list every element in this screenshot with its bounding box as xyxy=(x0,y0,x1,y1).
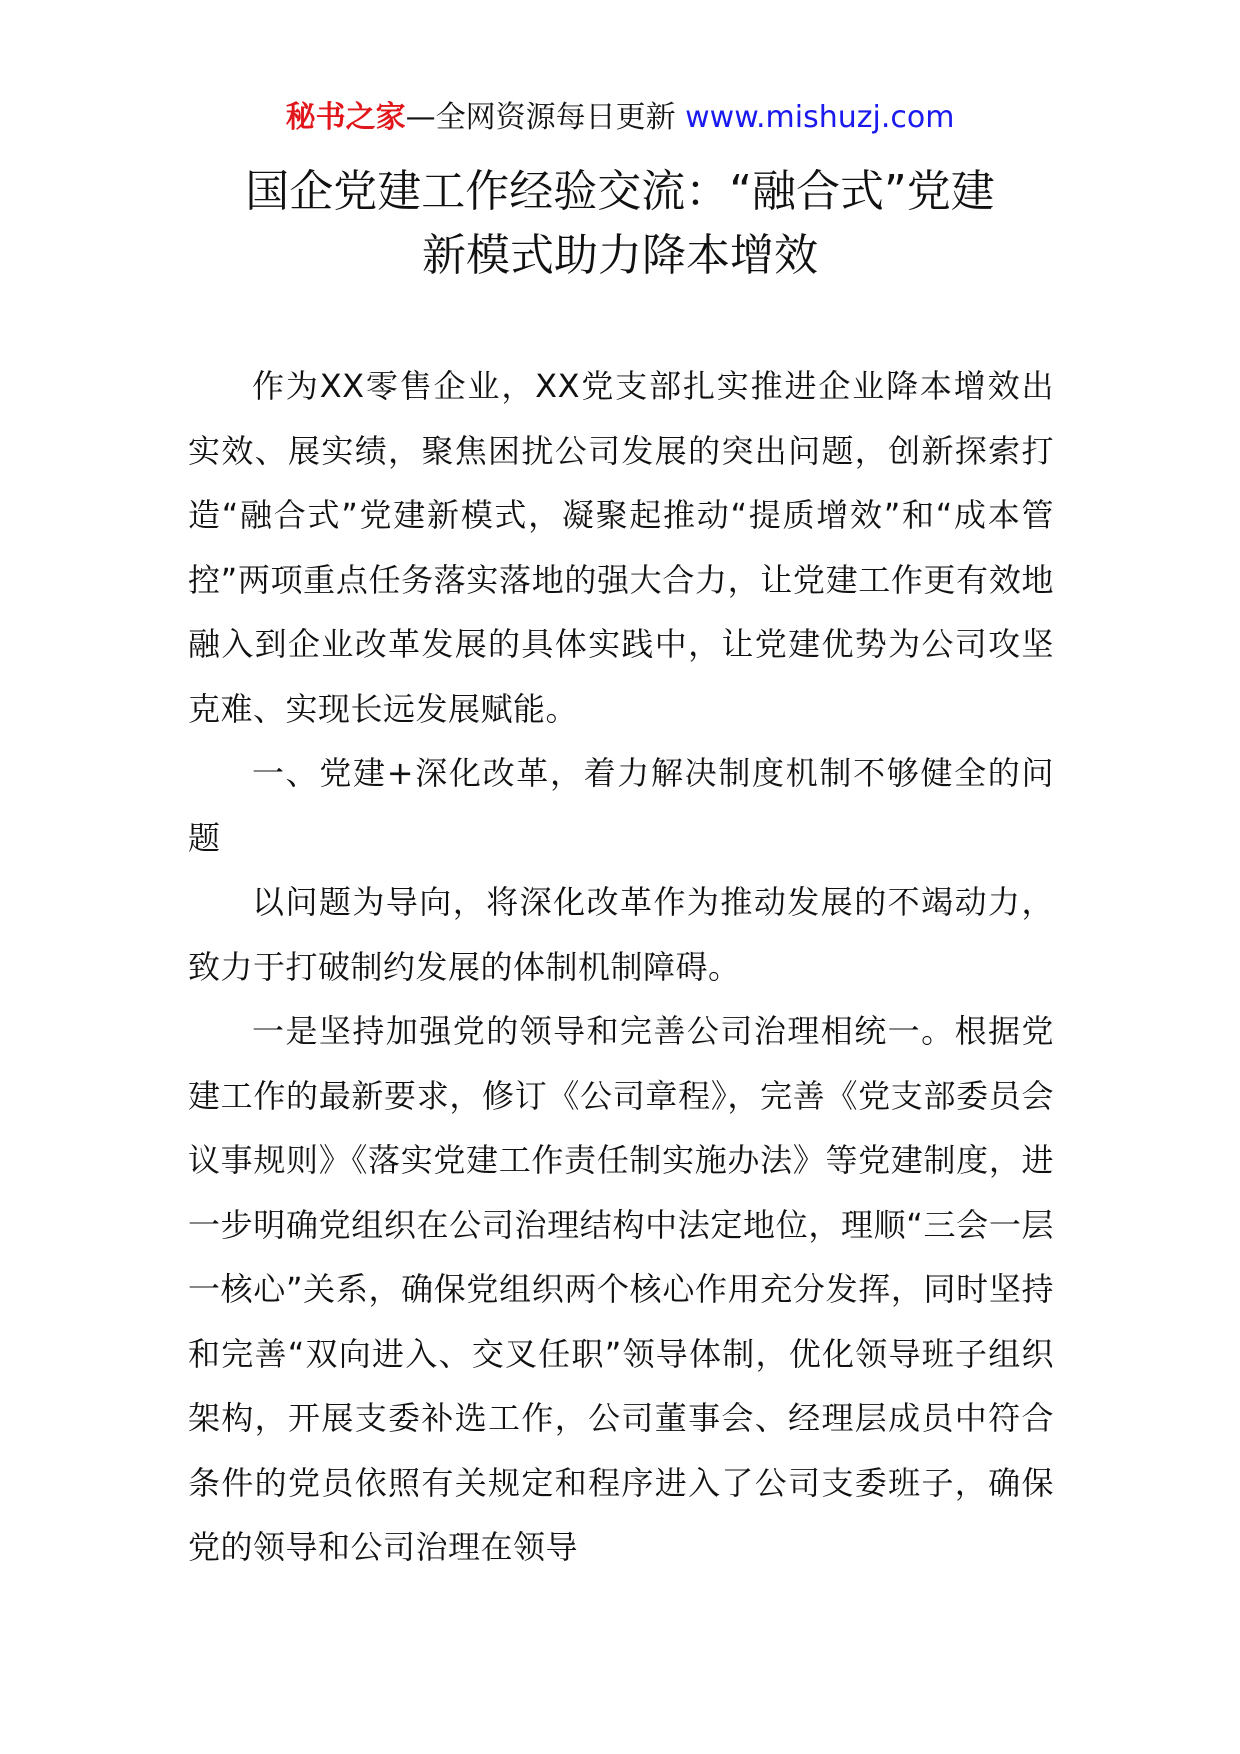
paragraph-section-1-intro: 以问题为导向，将深化改革作为推动发展的不竭动力，致力于打破制约发展的体制机制障碍。 xyxy=(188,883,1054,986)
paragraph-section-1-point-1: 一是坚持加强党的领导和完善公司治理相统一。根据党建工作的最新要求，修订《公司章程》，完善《党支部委员会议事规则》《落实党建工作责任制实施办法》等党建制度，进一步明确党组织在公司治理结构中法定地位，理顺“三会一层一核心”关系，确保党组织两个核心作用充分发挥，同时坚持和完善“双向进入、交叉任职”领导体制，优化领导班子组织架构，开展支委补选工作，公司董事会、经理层成员中符合条件的党员依照有关规定和程序进入了公司支委班子，确保党的领导和公司治理在领导 xyxy=(188,1012,1054,1566)
document-title-line-1: 国企党建工作经验交流：“融合式”党建 xyxy=(245,166,995,217)
section-heading-1: 一、党建+深化改革，着力解决制度机制不够健全的问题 xyxy=(188,754,1054,857)
document-title xyxy=(150,160,1090,288)
site-url-link[interactable]: www.mishuzj.com xyxy=(685,100,955,135)
site-brand: 秘书之家 xyxy=(285,100,406,135)
paragraph-intro: 作为XX零售企业，XX党支部扎实推进企业降本增效出实效、展实绩，聚焦困扰公司发展的突出问题，创新探索打造“融合式”党建新模式，凝聚起推动“提质增效”和“成本管控”两项重点任务落实落地的强大合力，让党建工作更有效地融入到企业改革发展的具体实践中，让党建优势为公司攻坚克难、实现长远发展赋能。 xyxy=(188,367,1054,728)
site-header xyxy=(0,98,1240,138)
document-title-line-2: 新模式助力降本增效 xyxy=(422,230,818,281)
document-body xyxy=(188,354,1054,1580)
site-tagline: —全网资源每日更新 xyxy=(405,100,676,135)
